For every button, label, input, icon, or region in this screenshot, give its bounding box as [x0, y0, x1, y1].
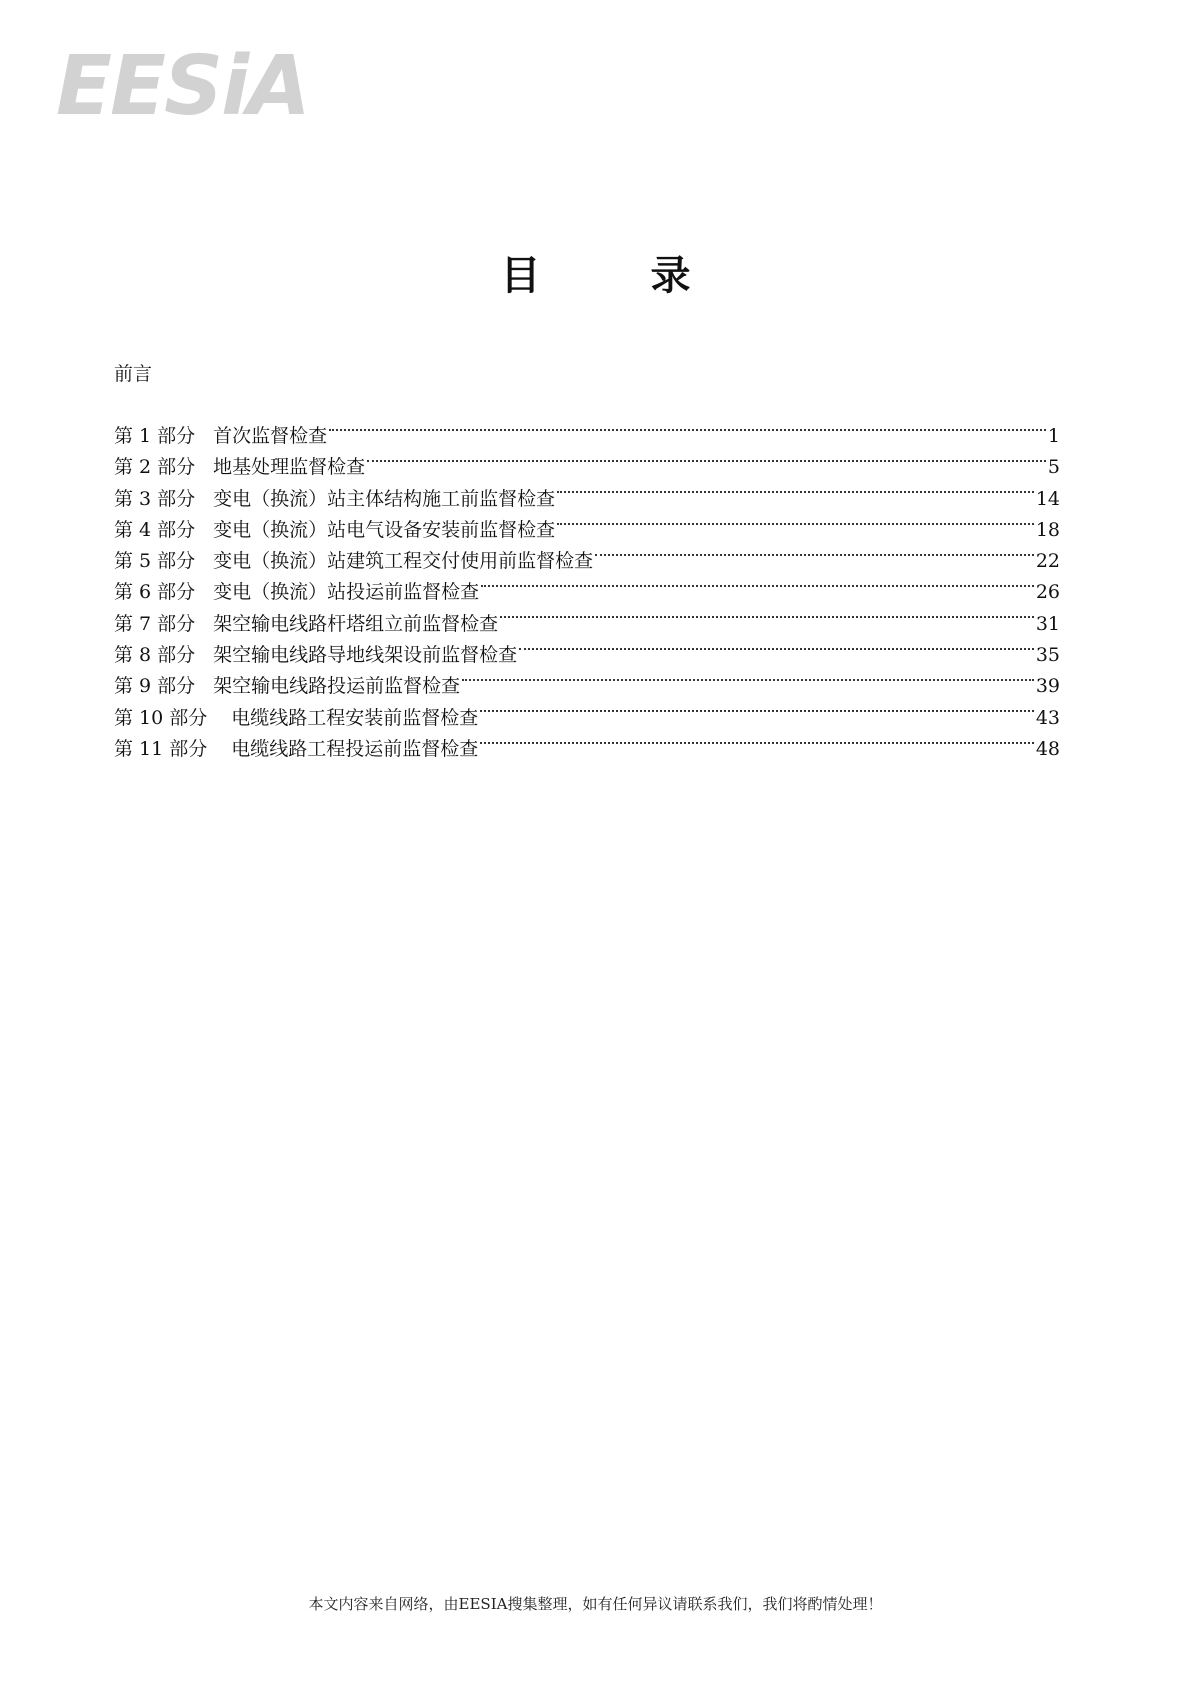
toc-part-label: 第 5 部分 — [114, 550, 196, 573]
toc-entry[interactable] — [114, 546, 1060, 577]
toc-entry-title: 架空输电线路杆塔组立前监督检查 — [213, 612, 499, 635]
toc-title — [0, 248, 1191, 304]
toc-part-label: 第 9 部分 — [114, 675, 196, 698]
toc-entry[interactable] — [114, 577, 1060, 608]
toc-entry-title: 地基处理监督检查 — [213, 456, 366, 479]
toc-page-number: 35 — [1035, 644, 1060, 667]
table-of-contents — [114, 421, 1060, 765]
toc-title-char-1: 目 — [500, 252, 541, 299]
toc-entry-title: 变电（换流）站电气设备安装前监督检查 — [213, 518, 556, 541]
toc-page-number: 43 — [1035, 706, 1060, 729]
toc-page-number: 1 — [1047, 425, 1060, 447]
toc-entry-title: 电缆线路工程安装前监督检查 — [231, 706, 479, 729]
toc-page-number: 14 — [1035, 487, 1060, 510]
toc-page-number: 22 — [1035, 550, 1060, 573]
toc-entry[interactable] — [114, 515, 1060, 546]
toc-page-number: 26 — [1035, 581, 1060, 604]
toc-part-label: 第 1 部分 — [114, 425, 196, 447]
toc-part-label: 第 10 部分 — [114, 706, 208, 729]
toc-entry-title: 首次监督检查 — [213, 425, 328, 447]
toc-entry[interactable] — [114, 734, 1060, 765]
toc-entry-title: 架空输电线路投运前监督检查 — [213, 675, 461, 698]
toc-entry[interactable] — [114, 421, 1060, 452]
toc-dot-leader — [367, 460, 1046, 462]
toc-part-label: 第 3 部分 — [114, 487, 196, 510]
toc-entry[interactable] — [114, 703, 1060, 734]
toc-title-char-2: 录 — [650, 252, 691, 299]
toc-entry-title: 变电（换流）站建筑工程交付使用前监督检查 — [213, 550, 594, 573]
toc-entry-title: 电缆线路工程投运前监督检查 — [231, 737, 479, 760]
toc-dot-leader — [462, 679, 1034, 681]
toc-entry-title: 架空输电线路导地线架设前监督检查 — [213, 644, 518, 667]
toc-entry[interactable] — [114, 671, 1060, 702]
footer-disclaimer: 本文内容来自网络，由EESIA搜集整理，如有任何异议请联系我们，我们将酌情处理！ — [308, 1595, 883, 1613]
toc-part-label: 第 4 部分 — [114, 518, 196, 541]
toc-dot-leader — [519, 648, 1034, 650]
toc-dot-leader — [500, 616, 1034, 618]
toc-page-number: 18 — [1035, 518, 1060, 541]
toc-page-number: 31 — [1035, 612, 1060, 635]
toc-dot-leader — [557, 491, 1034, 493]
toc-dot-leader — [480, 742, 1034, 744]
toc-dot-leader — [481, 585, 1034, 587]
toc-entry[interactable] — [114, 640, 1060, 671]
toc-dot-leader — [480, 710, 1034, 712]
toc-page-number: 39 — [1035, 675, 1060, 698]
eesia-watermark-logo: EESiA — [56, 39, 309, 134]
toc-entry[interactable] — [114, 452, 1060, 483]
toc-page-number: 5 — [1047, 456, 1060, 479]
toc-entry[interactable] — [114, 484, 1060, 515]
toc-part-label: 第 8 部分 — [114, 644, 196, 667]
toc-part-label: 第 11 部分 — [114, 737, 208, 760]
toc-dot-leader — [329, 429, 1046, 431]
toc-part-label: 第 2 部分 — [114, 456, 196, 479]
toc-entry[interactable] — [114, 609, 1060, 640]
toc-page-number: 48 — [1035, 737, 1060, 760]
toc-dot-leader — [595, 554, 1034, 556]
toc-entry-title: 变电（换流）站主体结构施工前监督检查 — [213, 487, 556, 510]
toc-dot-leader — [557, 523, 1034, 525]
preface-entry[interactable]: 前言 — [114, 363, 153, 385]
toc-part-label: 第 6 部分 — [114, 581, 196, 604]
toc-part-label: 第 7 部分 — [114, 612, 196, 635]
toc-entry-title: 变电（换流）站投运前监督检查 — [213, 581, 480, 604]
